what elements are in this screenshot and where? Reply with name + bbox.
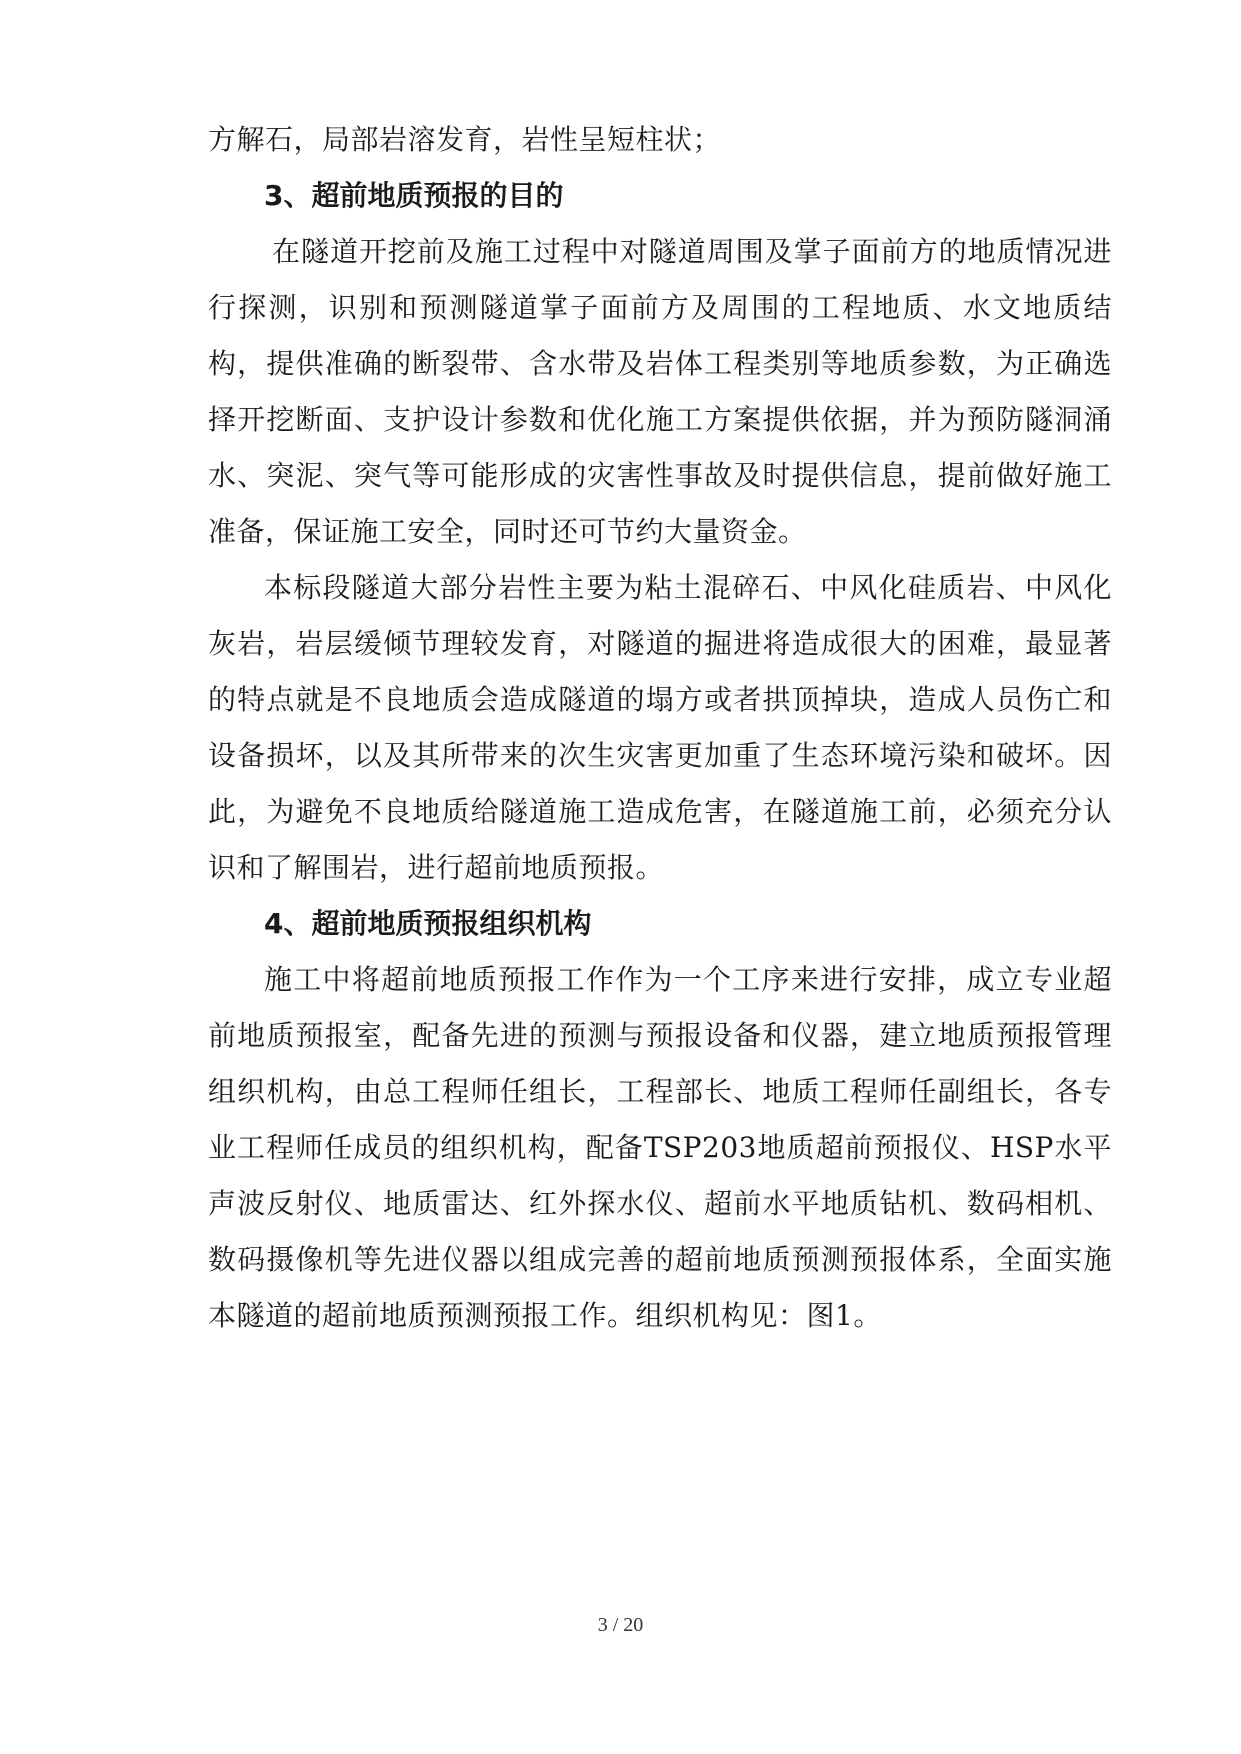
section-heading-organization: 4、超前地质预报组织机构: [264, 907, 592, 940]
section-heading-purpose: 3、超前地质预报的目的: [264, 179, 564, 212]
page-number: 3 / 20: [597, 1614, 644, 1636]
continuation-paragraph: 方解石，局部岩溶发育，岩性呈短柱状；: [208, 123, 722, 156]
document-body: [208, 112, 1112, 1344]
purpose-paragraph-1: 在隧道开挖前及施工过程中对隧道周围及掌子面前方的地质情况进行探测，识别和预测隧道掌子面前方及周围的工程地质、水文地质结构，提供准确的断裂带、含水带及岩体工程类别等地质参数，为正确选择开挖断面、支护设计参数和优化施工方案提供依据，并为预防隧洞涌水、突泥、突气等可能形成的灾害性事故及时提供信息，提前做好施工准备，保证施工安全，同时还可节约大量资金。: [208, 235, 1112, 548]
purpose-paragraph-2: 本标段隧道大部分岩性主要为粘土混碎石、中风化硅质岩、中风化灰岩，岩层缓倾节理较发育，对隧道的掘进将造成很大的困难，最显著的特点就是不良地质会造成隧道的塌方或者拱顶掉块，造成人员伤亡和设备损坏，以及其所带来的次生灾害更加重了生态环境污染和破坏。因此，为避免不良地质给隧道施工造成危害，在隧道施工前，必须充分认识和了解围岩，进行超前地质预报。: [208, 571, 1112, 884]
organization-paragraph: 施工中将超前地质预报工作作为一个工序来进行安排，成立专业超前地质预报室，配备先进的预测与预报设备和仪器，建立地质预报管理组织机构，由总工程师任组长，工程部长、地质工程师任副组长，各专业工程师任成员的组织机构，配备TSP203地质超前预报仪、HSP水平声波反射仪、地质雷达、红外探水仪、超前水平地质钻机、数码相机、数码摄像机等先进仪器以组成完善的超前地质预测预报体系，全面实施本隧道的超前地质预测预报工作。组织机构见：图1。: [208, 963, 1112, 1332]
